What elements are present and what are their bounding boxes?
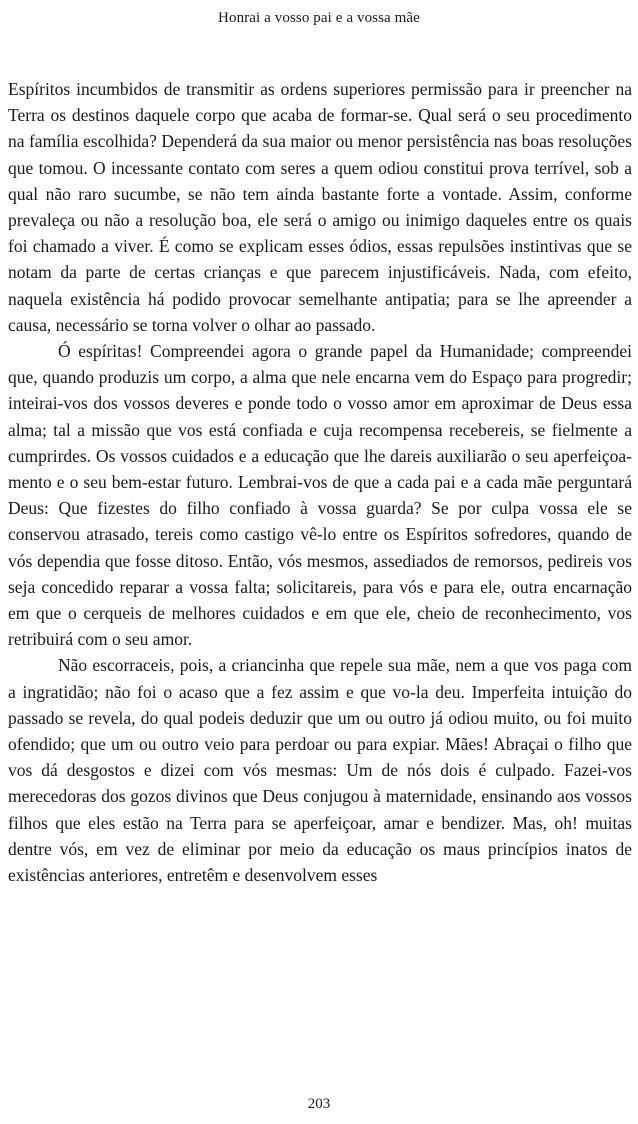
running-header: Honrai a vosso pai e a vossa mãe bbox=[218, 10, 420, 26]
page-number: 203 bbox=[307, 1096, 331, 1112]
body-text bbox=[8, 76, 632, 888]
paragraph: Não escorraceis, pois, a criancinha que repele sua mãe, nem a que vos paga com a ingratidão; não foi o acaso que a fez assim e que vo-la deu. Imperfeita intuição do passado se revela, do qual podeis deduzir que um ou outro já odiou muito, ou foi muito ofendido; que um ou outro veio para perdoar ou para expiar. Mães! Abraçai o filho que vos dá desgostos e dizei com vós mesmas: Um de nós dois é culpado. Fazei-vos merecedoras dos gozos divinos que Deus conjugou à maternidade, ensinando aos vossos filhos que eles estão na Terra para se aperfeiçoar, amar e bendizer. Mas, oh! muitas dentre vós, em vez de eliminar por meio da educação os maus princípios inatos de existências anteriores, entretêm e desenvolvem esses bbox=[8, 655, 632, 886]
paragraph-continued: Espíritos incumbidos de transmitir as ordens superiores permissão para ir preencher na Terra os destinos daquele corpo que acaba de formar-se. Qual será o seu procedimento na família escolhida? Dependerá da sua maior ou menor persistência nas boas resoluções que tomou. O incessante contato com seres a quem odiou constitui prova terrível, sob a qual não raro sucumbe, se não tem ainda bastante forte a vontade. Assim, conforme prevaleça ou não a resolução boa, ele será o amigo ou inimigo daqueles entre os quais foi chamado a viver. É como se explicam esses ódios, essas repulsões instintivas que se notam da parte de certas crianças e que parecem injustificáveis. Nada, com efeito, naquela existência há podido provocar semelhante antipatia; para se lhe apreender a causa, necessário se torna volver o olhar ao passado. bbox=[8, 79, 632, 335]
paragraph: Ó espíritas! Compreendei agora o grande papel da Humanidade; compreendei que, quando produzis um corpo, a alma que nele encarna vem do Espaço para progredir; inteirai-vos dos vossos deveres e ponde todo o vosso amor em aproximar de Deus essa alma; tal a missão que vos está confiada e cuja recompensa recebereis, se fielmente a cumprirdes. Os vossos cuidados e a educação que lhe dareis auxiliarão o seu aperfeiçoamento e o seu bem-estar futuro. Lembrai-vos de que a cada pai e a cada mãe perguntará Deus: Que fizestes do filho confiado à vossa guarda? Se por culpa vossa ele se conservou atrasado, tereis como castigo vê-lo entre os Espíritos sofredores, quando de vós dependia que fosse ditoso. Então, vós mesmos, assediados de remorsos, pedireis vos seja concedido reparar a vossa falta; solicitareis, para vós e para ele, outra encarnação em que o cerqueis de melhores cuidados e em que ele, cheio de reconhecimento, vos retribuirá com o seu amor. bbox=[8, 341, 632, 650]
